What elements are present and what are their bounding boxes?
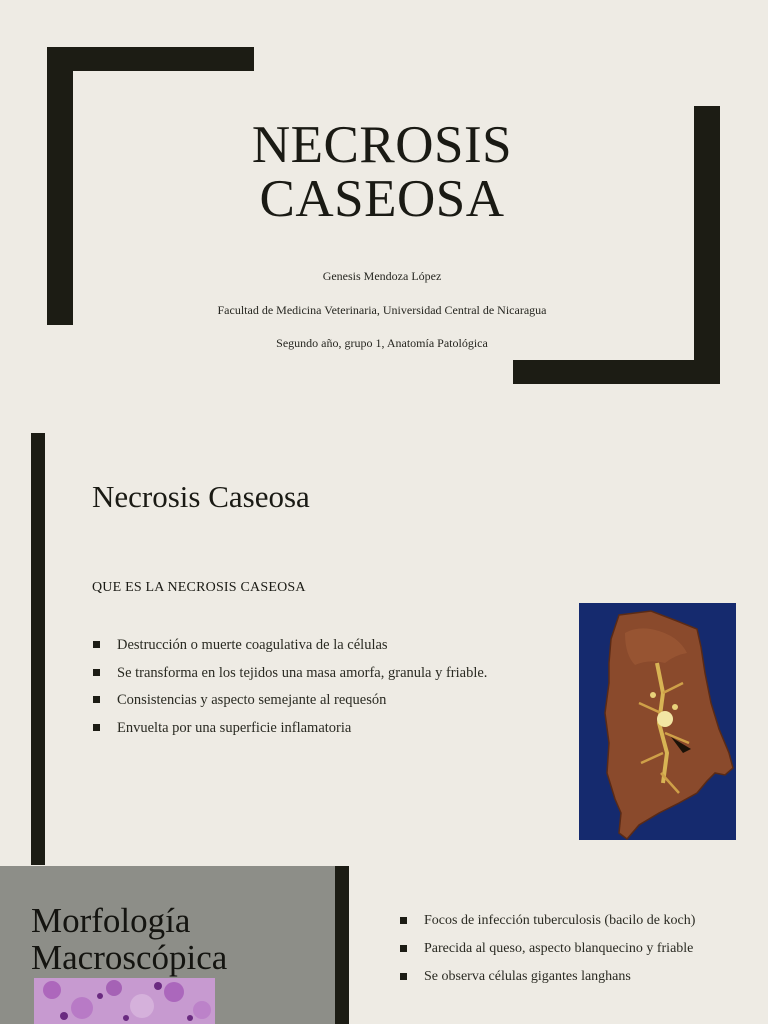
author-name: Genesis Mendoza López bbox=[322, 269, 442, 283]
slide3-bullet-list bbox=[399, 912, 719, 996]
frame-bottom-right-vertical bbox=[694, 106, 720, 384]
title-line-1: NECROSIS bbox=[251, 116, 513, 174]
lung-specimen-image bbox=[579, 603, 736, 840]
course-text: Segundo año, grupo 1, Anatomía Patológica bbox=[276, 336, 488, 350]
square-bullet-icon bbox=[400, 945, 407, 952]
list-item: Envuelta por una superficie inflamatoria bbox=[92, 719, 562, 737]
list-item: Consistencias y aspecto semejante al requesón bbox=[92, 691, 562, 709]
slide2-heading: Necrosis Caseosa bbox=[92, 479, 310, 514]
slide2-bullet-list bbox=[92, 636, 562, 746]
institution-text: Facultad de Medicina Veterinaria, Universidad Central de Nicaragua bbox=[217, 303, 547, 317]
square-bullet-icon bbox=[93, 696, 100, 703]
list-item: Se observa células gigantes langhans bbox=[399, 968, 719, 986]
slide2-accent-bar bbox=[31, 433, 45, 865]
square-bullet-icon bbox=[93, 669, 100, 676]
slide3-accent-bar bbox=[335, 866, 349, 1024]
title-line-2: CASEOSA bbox=[259, 170, 505, 228]
frame-top-left-vertical bbox=[47, 47, 73, 325]
list-item: Focos de infección tuberculosis (bacilo de koch) bbox=[399, 912, 719, 930]
frame-top-left-horizontal bbox=[47, 47, 254, 71]
list-item: Destrucción o muerte coagulativa de la células bbox=[92, 636, 562, 654]
list-item: Se transforma en los tejidos una masa amorfa, granula y friable. bbox=[92, 664, 562, 682]
square-bullet-icon bbox=[93, 641, 100, 648]
heading-line-1: Morfología bbox=[31, 901, 191, 940]
list-item: Parecida al queso, aspecto blanquecino y friable bbox=[399, 940, 719, 958]
histology-image bbox=[34, 978, 215, 1024]
slide2-question: QUE ES LA NECROSIS CASEOSA bbox=[92, 580, 306, 595]
frame-bottom-right-horizontal bbox=[513, 360, 720, 384]
square-bullet-icon bbox=[400, 973, 407, 980]
square-bullet-icon bbox=[93, 724, 100, 731]
heading-line-2: Macroscópica bbox=[31, 938, 228, 977]
slide3-heading bbox=[31, 902, 227, 976]
title-slide-heading bbox=[150, 118, 614, 226]
square-bullet-icon bbox=[400, 917, 407, 924]
